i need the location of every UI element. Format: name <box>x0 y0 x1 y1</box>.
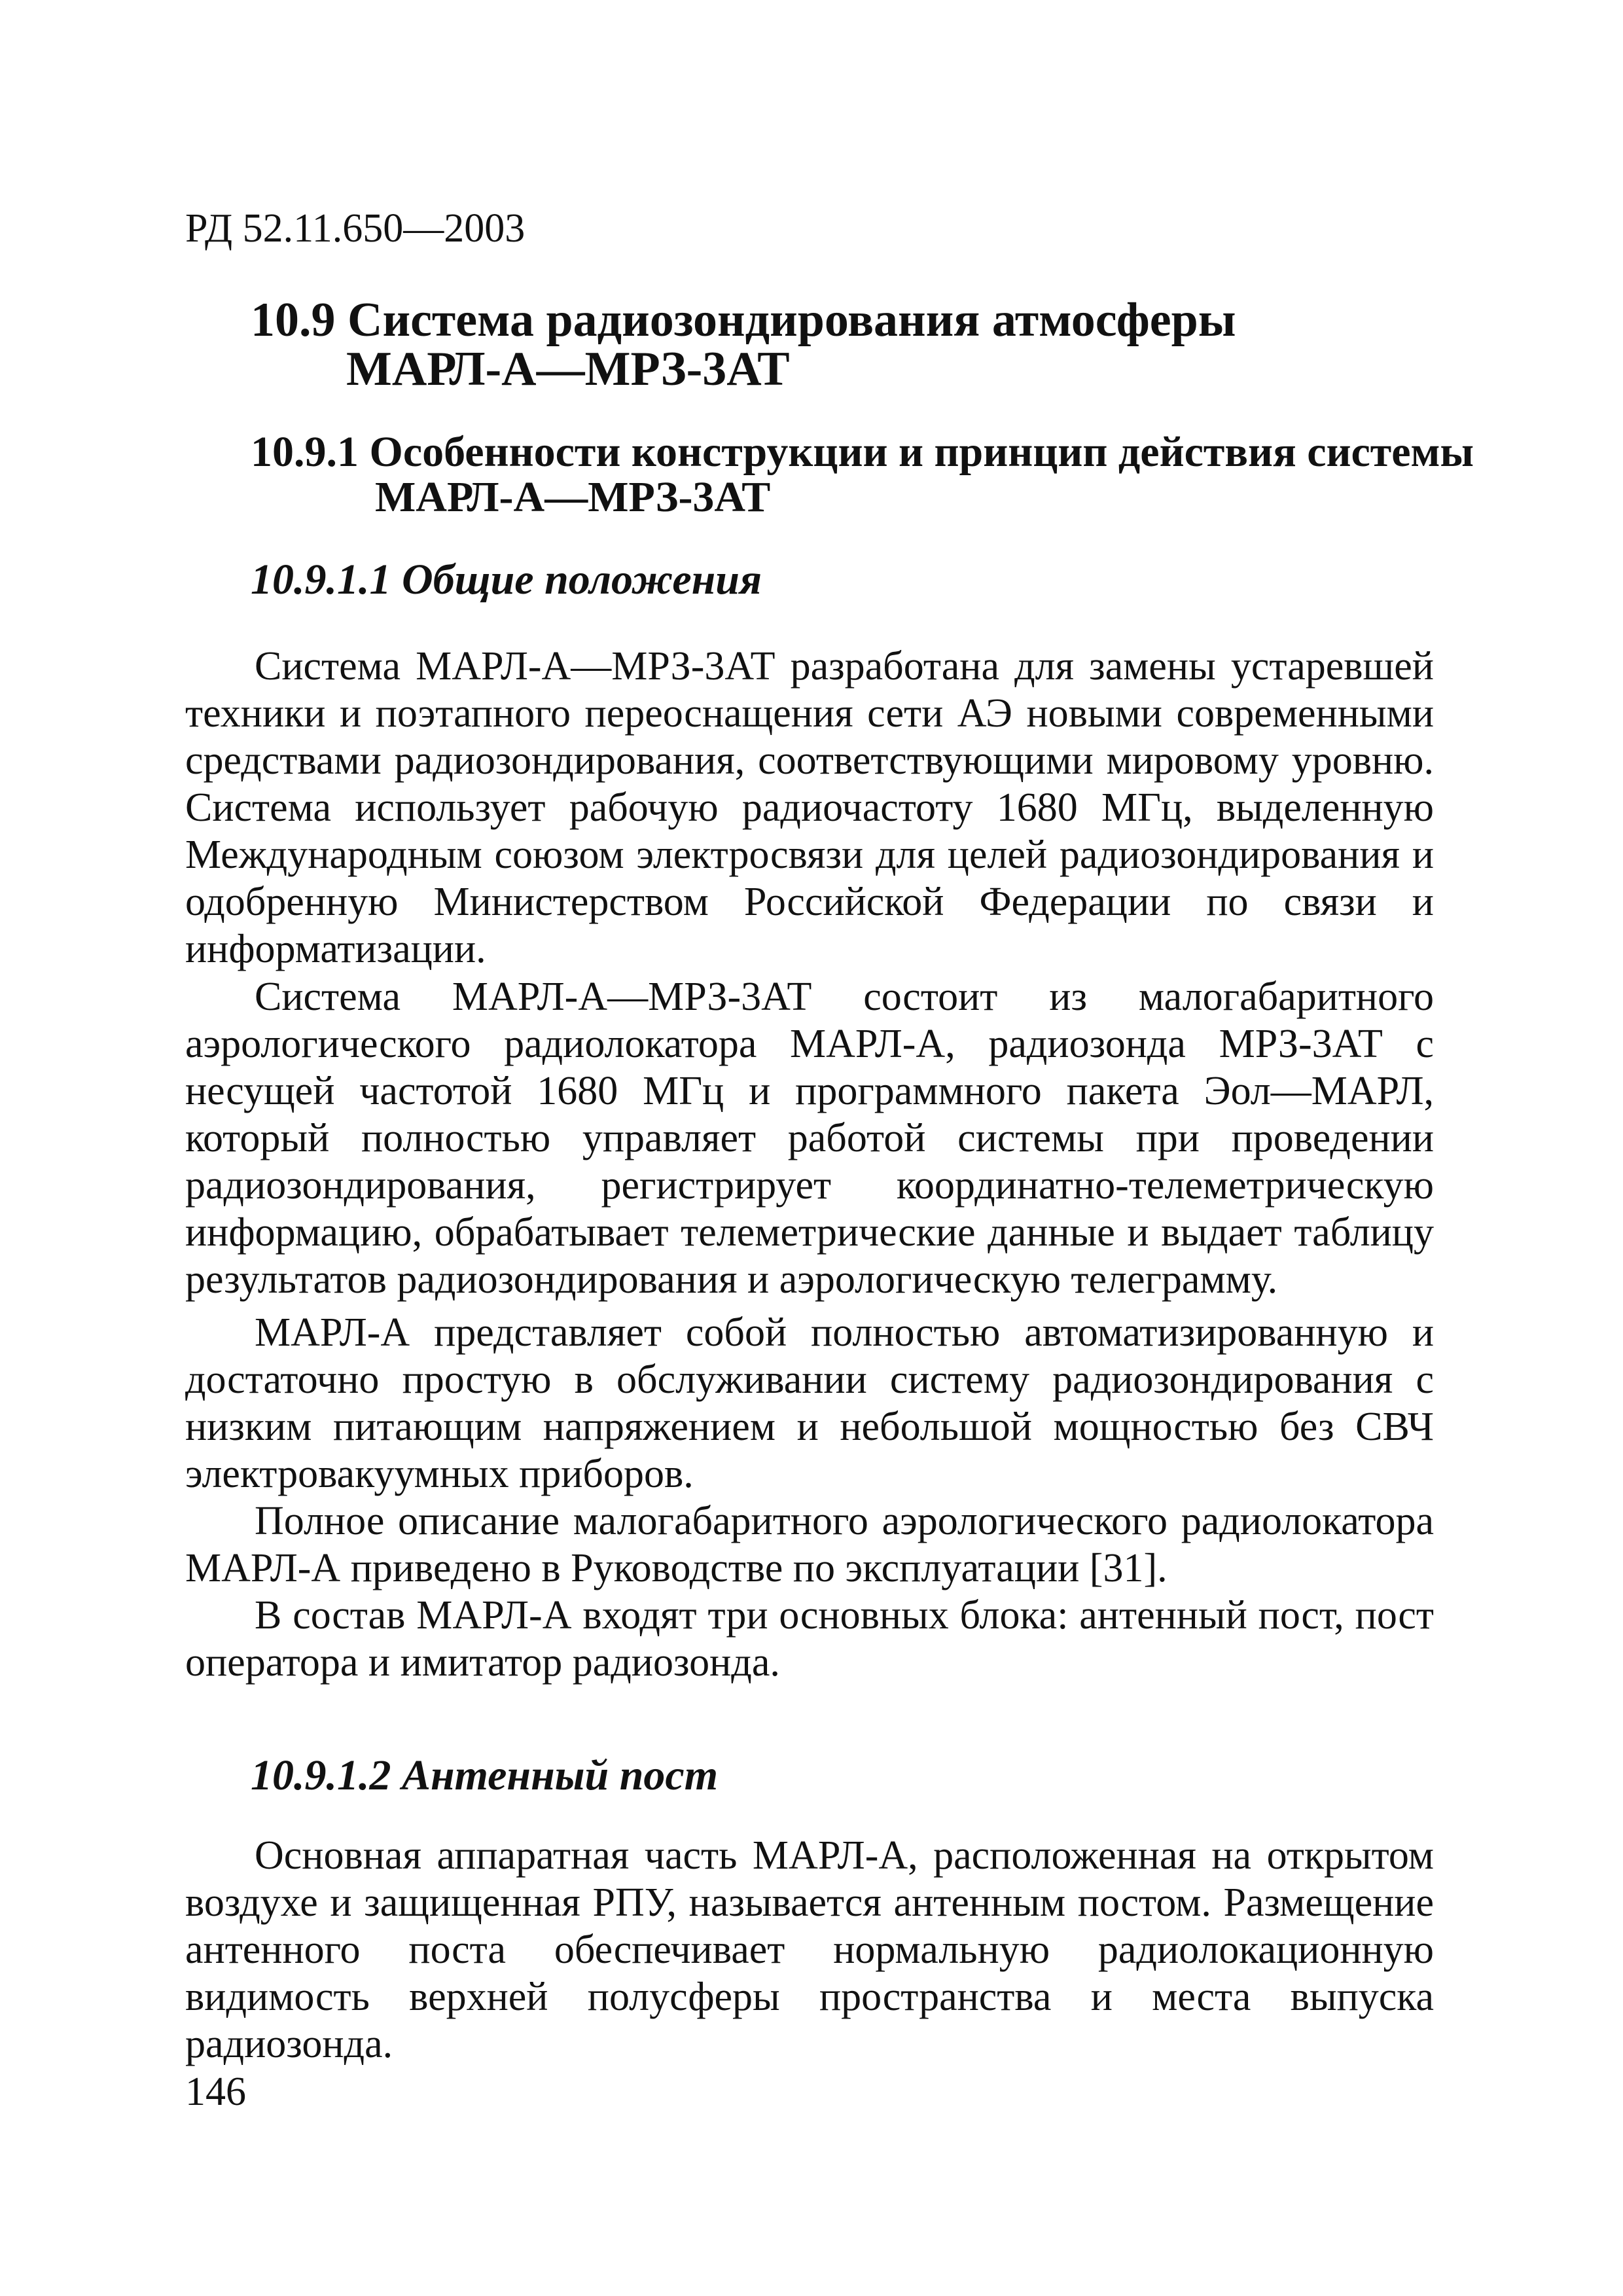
section-title-line-1: 10.9 Система радиозондирования атмосферы <box>251 293 1236 347</box>
clause-1-paragraph-5: В состав МАРЛ-А входят три основных блока: антенный пост, пост оператора и имитатор радиозонда. <box>185 1593 1434 1685</box>
clause-1-paragraph-4: Полное описание малогабаритного аэрологического радиолокатора МАРЛ-А приведено в Руководстве по эксплуатации [31]. <box>185 1499 1434 1590</box>
page-number: 146 <box>185 2070 246 2114</box>
clause-1-paragraph-3: МАРЛ-А представляет собой полностью автоматизированную и достаточно простую в обслуживании систему радиозондирования с низким питающим напряжением и небольшой мощностью без СВЧ электровакуумных приборов. <box>185 1310 1434 1496</box>
clause-2-paragraph-1: Основная аппаратная часть МАРЛ-А, расположенная на открытом воздухе и защищенная РПУ, называется антенным постом. Размещение антенного поста обеспечивает нормальную радиолокационную видимость верхней полусферы пространства и места выпуска радиозонда. <box>185 1833 1434 2066</box>
section-title-line-2: МАРЛ-А—МРЗ-3АТ <box>346 342 790 396</box>
clause-1-paragraph-2: Система МАРЛ-А—МРЗ-3АТ состоит из малогабаритного аэрологического радиолокатора МАРЛ-А, радиозонда МРЗ-3АТ с несущей частотой 1680 МГц и программного пакета Эол—МАРЛ, который полностью управляет работой системы при проведении радиозондирования, регистрирует координатно-телеметрическую информацию, обрабатывает телеметрические данные и выдает таблицу результатов радиозондирования и аэрологическую телеграмму. <box>185 975 1434 1302</box>
clause-1-paragraph-1: Система МАРЛ-А—МРЗ-3АТ разработана для замены устаревшей техники и поэтапного переоснащения сети АЭ новыми современными средствами радиозондирования, соответствующими мировому уровню. Система использует рабочую радиочастоту 1680 МГц, выделенную Международным союзом электросвязи для целей радиозондирования и одобренную Министерством Российской Федерации по связи и информатизации. <box>185 644 1434 971</box>
document-code: РД 52.11.650—2003 <box>185 206 526 251</box>
clause-1-title: 10.9.1.1 Общие положения <box>251 556 762 603</box>
clause-2-title: 10.9.1.2 Антенный пост <box>251 1751 719 1799</box>
subsection-title-line-2: МАРЛ-А—МРЗ-3АТ <box>375 473 771 521</box>
subsection-title-line-1: 10.9.1 Особенности конструкции и принцип действия системы <box>251 428 1474 476</box>
